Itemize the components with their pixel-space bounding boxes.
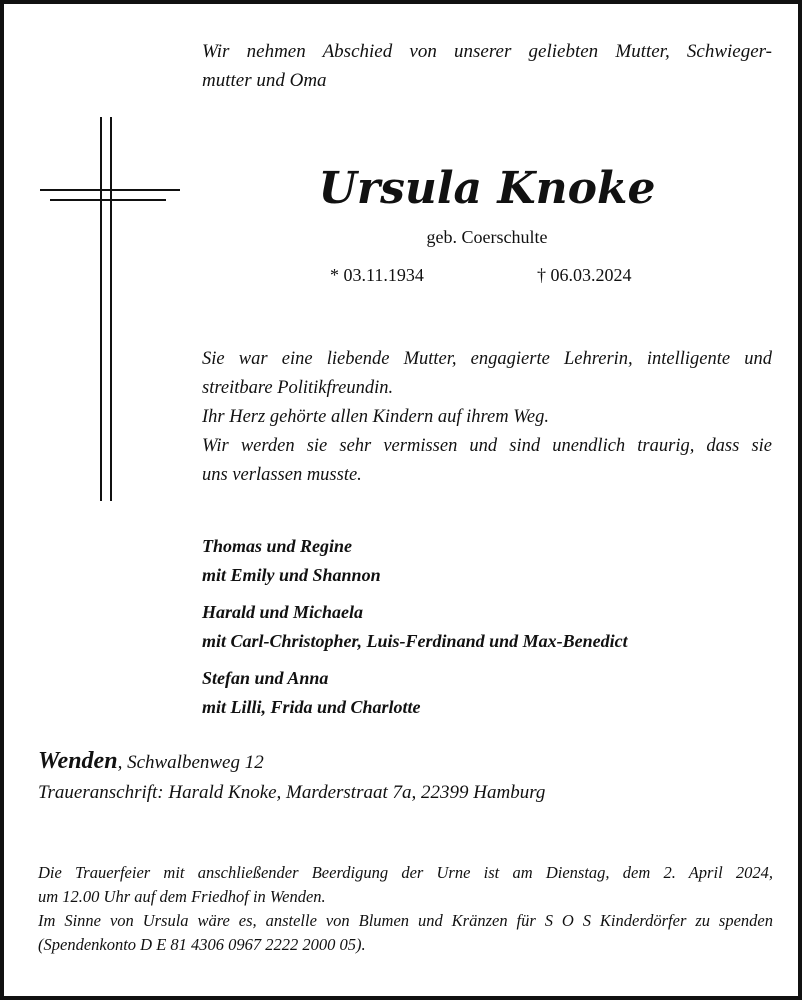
birth-date: * 03.11.1934: [330, 265, 424, 285]
family-group: [202, 598, 782, 656]
cross-icon: [40, 117, 180, 501]
family-parents: Harald und Michaela: [202, 602, 364, 622]
intro-line: mutter und Oma: [202, 70, 327, 91]
tribute-text: [202, 345, 772, 490]
city-name: Wenden: [38, 748, 118, 774]
family-children: mit Carl-Christopher, Luis-Ferdinand und Max-Benedict: [202, 631, 628, 651]
family-group: [202, 664, 782, 722]
family-parents: Thomas und Regine: [202, 536, 353, 556]
tribute-line: streitbare Politikfreundin.: [202, 378, 394, 398]
notice-line: um 12.00 Uhr auf dem Friedhof in Wenden.: [38, 887, 326, 906]
address-block: [38, 746, 778, 808]
death-date: † 06.03.2024: [537, 265, 632, 285]
family-parents: Stefan und Anna: [202, 668, 329, 688]
intro-text: [202, 37, 772, 95]
family-children: mit Lilli, Frida und Charlotte: [202, 697, 421, 717]
funeral-notice: [38, 861, 773, 957]
notice-line: (Spendenkonto D E 81 4306 0967 2222 2000 05).: [38, 935, 366, 954]
notice-line: Im Sinne von Ursula wäre es, anstelle von Blumen und Kränzen für S O S Kinderdörfer zu spenden: [38, 911, 773, 930]
tribute-line: uns verlassen musste.: [202, 465, 362, 485]
tribute-line: Wir werden sie sehr vermissen und sind unendlich traurig, dass sie: [202, 436, 772, 456]
street-address: , Schwalbenweg 12: [117, 752, 264, 773]
tribute-line: Sie war eine liebende Mutter, engagierte Lehrerin, intelligente und: [202, 349, 772, 369]
notice-line: Die Trauerfeier mit anschließender Beerdigung der Urne ist am Dienstag, dem 2. April 2024,: [38, 863, 773, 882]
family-group: [202, 532, 782, 590]
family-children: mit Emily und Shannon: [202, 565, 381, 585]
maiden-name: geb. Coerschulte: [426, 227, 548, 247]
mourning-address: Traueranschrift: Harald Knoke, Marderstraat 7a, 22399 Hamburg: [38, 782, 546, 803]
tribute-line: Ihr Herz gehörte allen Kindern auf ihrem Weg.: [202, 407, 550, 427]
deceased-name: Ursula Knoke: [318, 163, 656, 214]
intro-line: Wir nehmen Abschied von unserer geliebten Mutter, Schwieger-: [202, 41, 772, 62]
city-line: [38, 746, 778, 778]
family-list: [202, 532, 782, 730]
